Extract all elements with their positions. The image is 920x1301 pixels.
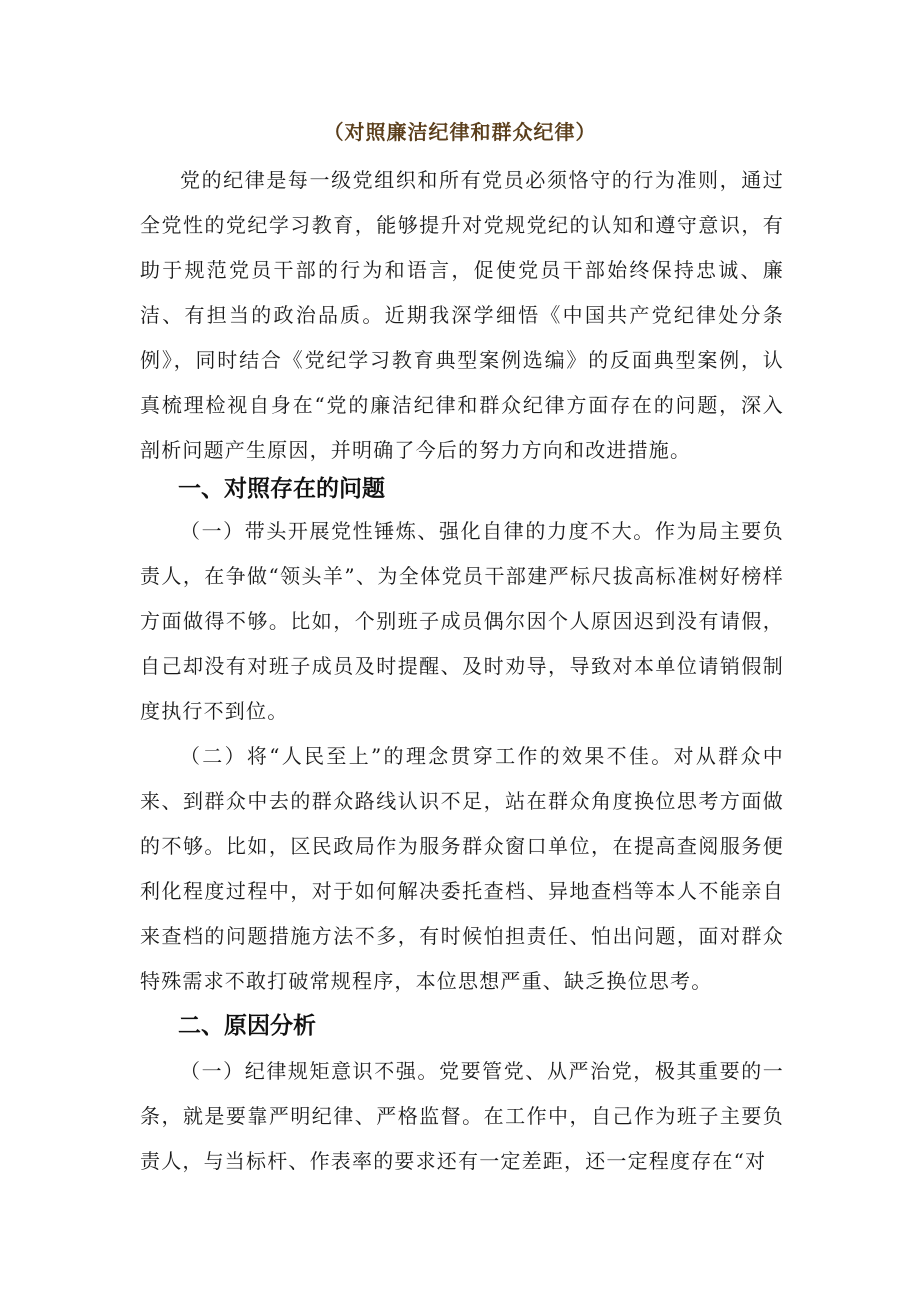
- document-title: （对照廉洁纪律和群众纪律）: [323, 120, 597, 144]
- problem-paragraph-1: （一）带头开展党性锤炼、强化自律的力度不大。作为局主要负责人，在争做“领头羊”、为全体党员干部建严标尺拔高标准树好榜样方面做得不够。比如，个别班子成员偶尔因个人原因迟到没有请假，自己却没有对班子成员及时提醒、及时劝导，导致对本单位请销假制度执行不到位。: [140, 519, 784, 723]
- cause-paragraph-1: （一）纪律规矩意识不强。党要管党、从严治党，极其重要的一条，就是要靠严明纪律、严格监督。在工作中，自己作为班子主要负责人，与当标杆、作表率的要求还有一定差距，还一定程度存在“对: [140, 1059, 784, 1173]
- section-heading-causes: 二、原因分析: [178, 1013, 316, 1039]
- section-heading-problems: 一、对照存在的问题: [178, 476, 385, 502]
- problem-paragraph-2: （二）将“人民至上”的理念贯穿工作的效果不佳。对从群众中来、到群众中去的群众路线认识不足，站在群众角度换位思考方面做的不够。比如，区民政局作为服务群众窗口单位，在提高查阅服务便利化程度过程中，对于如何解决委托查档、异地查档等本人不能亲自来查档的问题措施方法不多，有时候怕担责任、怕出问题，面对群众特殊需求不敢打破常规程序，本位思想严重、缺乏换位思考。: [140, 744, 784, 993]
- intro-paragraph: 党的纪律是每一级党组织和所有党员必须恪守的行为准则，通过全党性的党纪学习教育，能够提升对党规党纪的认知和遵守意识，有助于规范党员干部的行为和语言，促使党员干部始终保持忠诚、廉洁、有担当的政治品质。近期我深学细悟《中国共产党纪律处分条例》，同时结合《党纪学习教育典型案例选编》的反面典型案例，认真梳理检视自身在“党的廉洁纪律和群众纪律方面存在的问题，深入剖析问题产生原因，并明确了今后的努力方向和改进措施。: [140, 168, 784, 462]
